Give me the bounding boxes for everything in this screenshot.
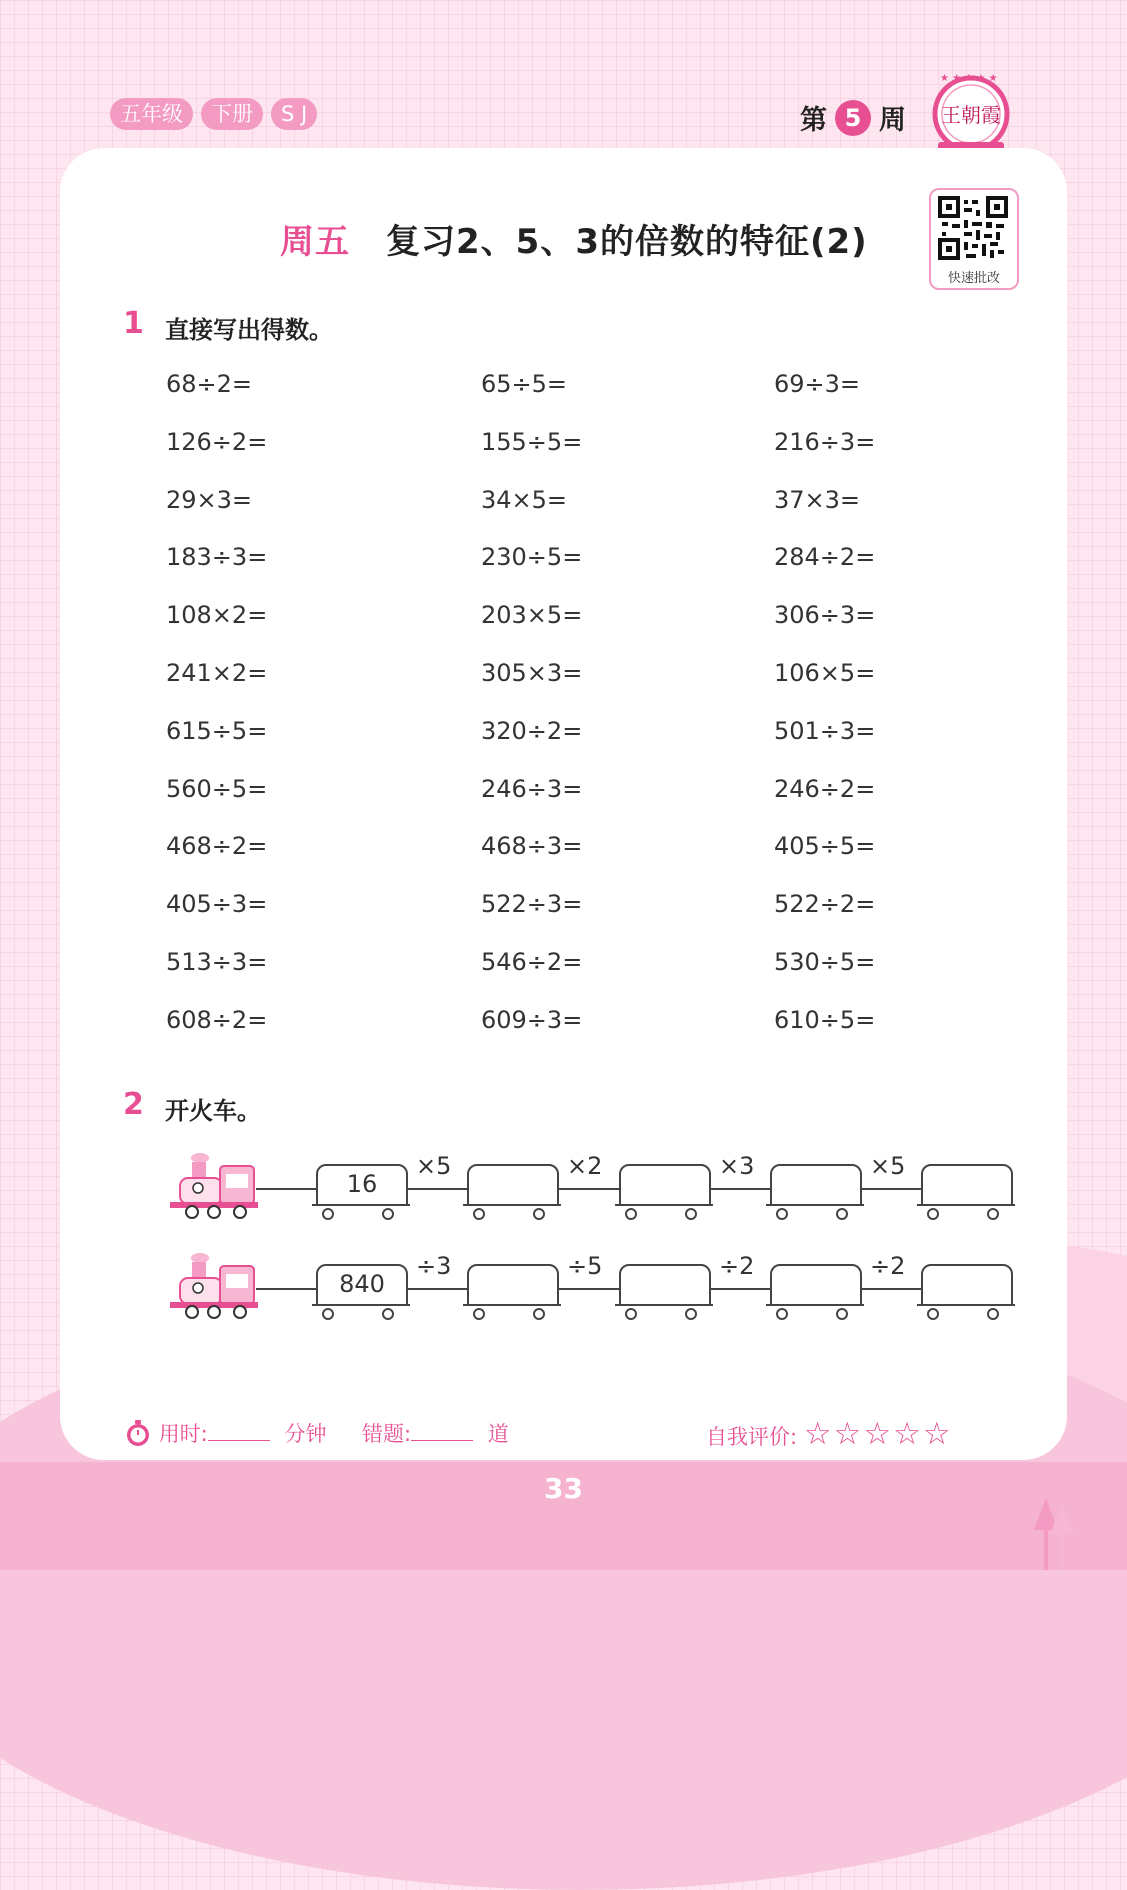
start-car (316, 1264, 406, 1308)
section-1-title: 直接写出得数。 (165, 316, 333, 344)
week-prefix: 第 (800, 105, 827, 136)
arithmetic-problem: 241×2= (166, 659, 268, 687)
answer-car[interactable] (467, 1164, 557, 1208)
week-indicator (800, 98, 906, 137)
stopwatch-icon (124, 1419, 152, 1447)
page-title (280, 214, 868, 263)
coupling-line (862, 1288, 921, 1290)
arithmetic-problem: 546÷2= (481, 948, 583, 976)
week-suffix: 周 (879, 105, 906, 136)
coupling-line (711, 1188, 770, 1190)
arithmetic-problem: 29×3= (166, 485, 253, 514)
answer-car[interactable] (619, 1264, 709, 1308)
arithmetic-problem: 530÷5= (774, 948, 876, 976)
arithmetic-problem: 65÷5= (481, 370, 568, 398)
title-day: 周五 (280, 222, 350, 262)
arithmetic-problem: 615÷5= (166, 716, 268, 745)
train-row (170, 1252, 1020, 1332)
start-car (316, 1164, 406, 1208)
svg-text:★ ★ ★ ★ ★: ★ ★ ★ ★ ★ (940, 73, 998, 84)
operation-label: ×3 (719, 1152, 755, 1180)
coupling-line (408, 1188, 467, 1190)
page-number: 33 (544, 1472, 583, 1505)
arithmetic-problem: 216÷3= (774, 427, 876, 456)
arithmetic-problem: 69÷3= (774, 370, 861, 398)
arithmetic-problem: 522÷2= (774, 890, 876, 919)
answer-car[interactable] (770, 1164, 860, 1208)
answer-car[interactable] (619, 1164, 709, 1208)
arithmetic-problem: 609÷3= (481, 1005, 583, 1034)
coupling-line (862, 1188, 921, 1190)
arithmetic-problem: 468÷3= (481, 832, 583, 861)
arithmetic-problem: 126÷2= (166, 427, 268, 456)
arithmetic-problem: 501÷3= (774, 716, 876, 745)
errors-label: 错题: (362, 1422, 412, 1446)
rating-stars[interactable]: ☆☆☆☆☆ (803, 1416, 953, 1452)
operation-label: ÷3 (416, 1252, 452, 1280)
section-2-title: 开火车。 (165, 1097, 261, 1125)
arithmetic-problem: 155÷5= (481, 427, 583, 456)
volume-tag: 下册 (201, 98, 263, 130)
arithmetic-problem: 68÷2= (166, 370, 253, 398)
errors-unit: 道 (487, 1422, 509, 1446)
arithmetic-problem: 608÷2= (166, 1005, 268, 1034)
coupling-line (711, 1288, 770, 1290)
error-record (362, 1418, 509, 1448)
train-engine-icon (170, 1252, 262, 1322)
operation-label: ÷2 (870, 1252, 906, 1280)
operation-label: ×5 (870, 1152, 906, 1180)
answer-car[interactable] (770, 1264, 860, 1308)
arithmetic-problem: 560÷5= (166, 774, 268, 803)
answer-car[interactable] (467, 1264, 557, 1308)
grade-tags (110, 98, 317, 130)
arithmetic-problem: 37×3= (774, 485, 861, 514)
grade-tag: 五年级 (110, 98, 193, 130)
errors-blank[interactable] (411, 1422, 473, 1441)
arithmetic-problem: 320÷2= (481, 716, 583, 745)
arithmetic-problem: 34×5= (481, 485, 568, 514)
arithmetic-problem: 106×5= (774, 659, 876, 687)
arithmetic-problem: 610÷5= (774, 1005, 876, 1034)
start-value: 16 (346, 1170, 378, 1198)
operation-label: ÷5 (567, 1252, 603, 1280)
arithmetic-problem: 246÷3= (481, 774, 583, 803)
arithmetic-problem: 405÷5= (774, 832, 876, 861)
arrow-decoration-icon (1030, 1490, 1078, 1570)
arithmetic-problem: 513÷3= (166, 948, 268, 976)
arithmetic-problem: 108×2= (166, 601, 268, 630)
start-value: 840 (339, 1270, 385, 1298)
coupling-line (256, 1188, 316, 1190)
operation-label: ÷2 (719, 1252, 755, 1280)
edition-tag: S J (271, 98, 317, 130)
operation-label: ×2 (567, 1152, 603, 1180)
arithmetic-problem: 183÷3= (166, 543, 268, 572)
section-2-number: 2 (123, 1087, 144, 1122)
coupling-line (256, 1288, 316, 1290)
arithmetic-problem: 246÷2= (774, 774, 876, 803)
brand-seal-logo (932, 72, 1010, 158)
arithmetic-problem: 306÷3= (774, 601, 876, 630)
arithmetic-problem: 468÷2= (166, 832, 268, 861)
qr-code[interactable] (929, 188, 1019, 290)
train-engine-icon (170, 1152, 262, 1222)
week-number: 5 (835, 100, 871, 136)
section-1-number: 1 (123, 306, 144, 341)
time-record (124, 1418, 326, 1448)
operation-label: ×5 (416, 1152, 452, 1180)
train-row (170, 1152, 1020, 1232)
qr-caption: 快速批改 (947, 271, 1000, 286)
title-text: 复习2、5、3的倍数的特征(2) (386, 222, 868, 262)
brand-name: 王朝霞 (941, 103, 1001, 127)
coupling-line (559, 1288, 619, 1290)
answer-car[interactable] (921, 1264, 1011, 1308)
arithmetic-problem: 203×5= (481, 601, 583, 630)
coupling-line (408, 1288, 467, 1290)
arithmetic-problem: 522÷3= (481, 890, 583, 919)
answer-car[interactable] (921, 1164, 1011, 1208)
time-label: 用时: (158, 1422, 208, 1446)
arithmetic-problem: 405÷3= (166, 890, 268, 919)
arithmetic-problem: 230÷5= (481, 543, 583, 572)
arithmetic-problem: 284÷2= (774, 543, 876, 572)
time-unit: 分钟 (284, 1422, 327, 1446)
time-blank[interactable] (208, 1422, 270, 1441)
self-eval-label: 自我评价: (706, 1425, 798, 1449)
self-evaluation (706, 1416, 953, 1452)
coupling-line (559, 1188, 619, 1190)
arithmetic-problem: 305×3= (481, 659, 583, 687)
